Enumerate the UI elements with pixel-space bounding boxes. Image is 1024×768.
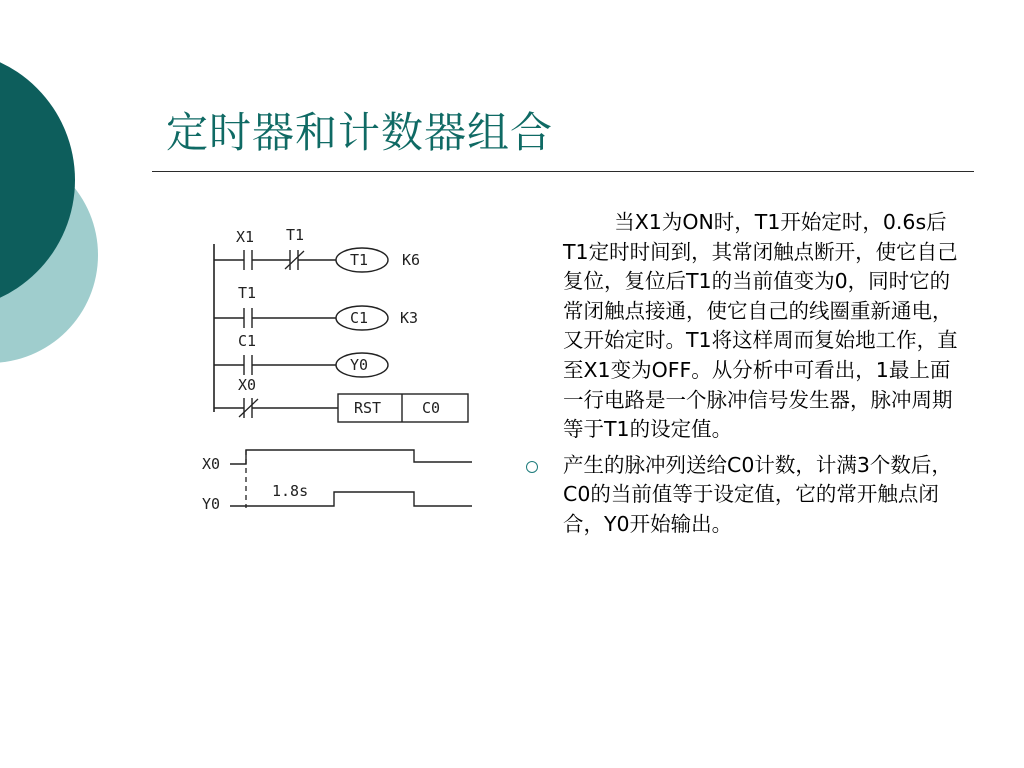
bullet-item <box>563 451 961 540</box>
bullet-text: 产生的脉冲列送给C0计数，计满3个数后，C0的当前值等于设定值，它的常开触点闭合，Y0开始输出。 <box>563 452 952 536</box>
rung4-box2-label: C0 <box>422 399 441 417</box>
title-divider <box>152 171 974 172</box>
rung-1 <box>214 226 420 272</box>
rung1-coil-label: T1 <box>350 251 369 269</box>
rung4-contact-label: X0 <box>238 376 257 394</box>
rung2-coil-label: C1 <box>350 309 369 327</box>
explanation-paragraph: 当X1为ON时，T1开始定时，0.6s后T1定时时间到，其常闭触点断开，使它自己复位，复位后T1的当前值变为0，同时它的常闭触点接通，使它自己的线圈重新通电，又开始定时。T1将这样周而复始地工作，直至X1变为OFF。从分析中可看出，1最上面一行电路是一个脉冲信号发生器，脉冲周期等于T1的设定值。 <box>563 210 958 442</box>
timing-signal1-label: X0 <box>202 455 221 473</box>
rung1-contact2-label: T1 <box>286 226 305 244</box>
rung-3 <box>214 332 388 377</box>
waveform-x0 <box>230 450 472 464</box>
waveform-y0 <box>230 492 472 506</box>
rung2-contact-label: T1 <box>238 284 257 302</box>
rung-2 <box>214 284 418 330</box>
rung-4 <box>214 376 468 422</box>
rung2-param-label: K3 <box>400 309 419 327</box>
timing-signal2-label: Y0 <box>202 495 221 513</box>
rung4-box1-label: RST <box>354 399 382 417</box>
rung3-coil-label: Y0 <box>350 356 369 374</box>
decorative-circles <box>0 0 110 420</box>
timing-diagram <box>202 450 472 513</box>
content-text <box>563 208 961 540</box>
rung1-contact1-label: X1 <box>236 228 255 246</box>
rung3-contact-label: C1 <box>238 332 257 350</box>
slide-title: 定时器和计数器组合 <box>166 108 554 157</box>
rung1-param-label: K6 <box>402 251 421 269</box>
ladder-diagram <box>196 222 486 522</box>
timing-delay-label: 1.8s <box>272 482 309 500</box>
bullet-circle-icon <box>526 461 538 473</box>
